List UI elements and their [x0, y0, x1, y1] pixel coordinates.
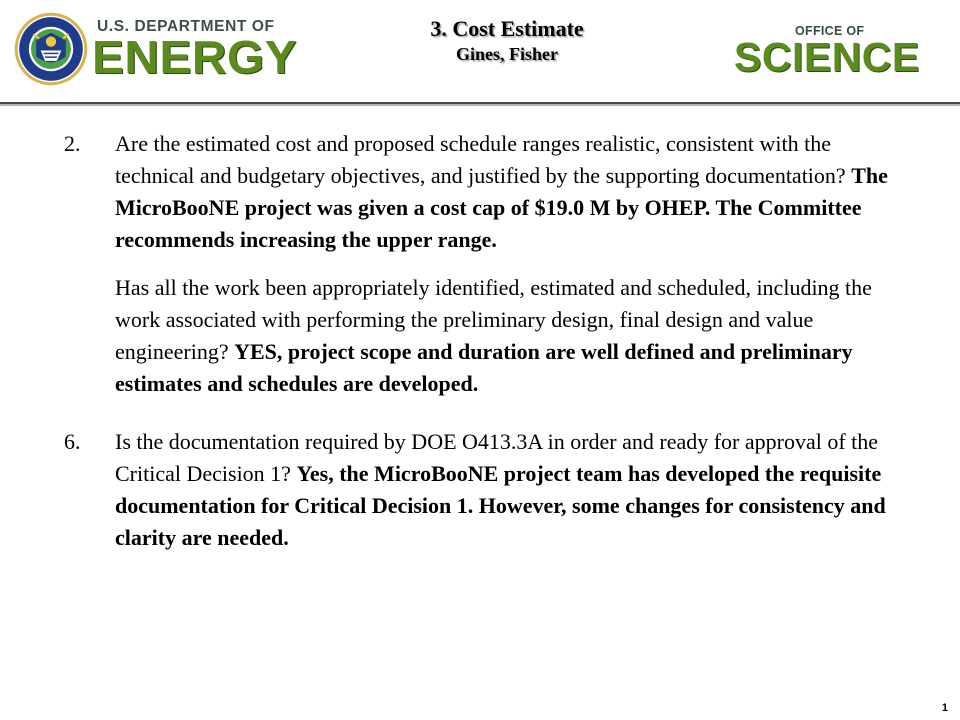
- doe-seal-icon: [14, 12, 88, 86]
- question-text: Are the estimated cost and proposed schedule ranges realistic, consistent with the technical and budgetary objectives, and justified by the supporting documentation?: [115, 131, 852, 188]
- title-block: [380, 16, 634, 66]
- item-paragraph: [115, 426, 905, 554]
- list-item: [0, 128, 960, 400]
- answer-text: YES, project scope and duration are well defined and preliminary estimates and schedules are developed.: [115, 339, 853, 396]
- item-number: 6.: [64, 429, 81, 454]
- item-spacer: [0, 400, 960, 426]
- list-item: [0, 426, 960, 554]
- slide-title: 3. Cost Estimate: [430, 16, 584, 41]
- item-text: [115, 426, 905, 554]
- slide-body: [0, 128, 960, 554]
- item-text: [115, 128, 905, 400]
- header-divider-shadow: [0, 104, 960, 106]
- question-text: Has all the work been appropriately identified, estimated and scheduled, including the work associated with performing the preliminary design, final design and value engineering?: [115, 275, 872, 364]
- answer-text: The MicroBooNE project was given a cost cap of $19.0 M by OHEP. The Committee recommends increasing the upper range.: [115, 163, 888, 252]
- item-paragraph: [115, 128, 905, 256]
- science-logo-text: SCIENCE: [734, 34, 920, 80]
- question-text: Is the documentation required by DOE O413.3A in order and ready for approval of the Critical Decision 1?: [115, 429, 879, 486]
- item-paragraph: [115, 272, 905, 400]
- doe-logo-text: ENERGY: [92, 31, 298, 83]
- slide-header: [0, 0, 960, 104]
- office-of-text: OFFICE OF: [795, 24, 865, 38]
- doe-small-text: U.S. DEPARTMENT OF: [97, 18, 275, 35]
- slide-subtitle: Gines, Fisher: [456, 44, 558, 64]
- page-number: 1: [941, 702, 948, 714]
- item-number: 2.: [64, 131, 81, 156]
- answer-text: Yes, the MicroBooNE project team has developed the requisite documentation for Critical Decision 1. However, some changes for consistency and clarity are needed.: [115, 461, 886, 550]
